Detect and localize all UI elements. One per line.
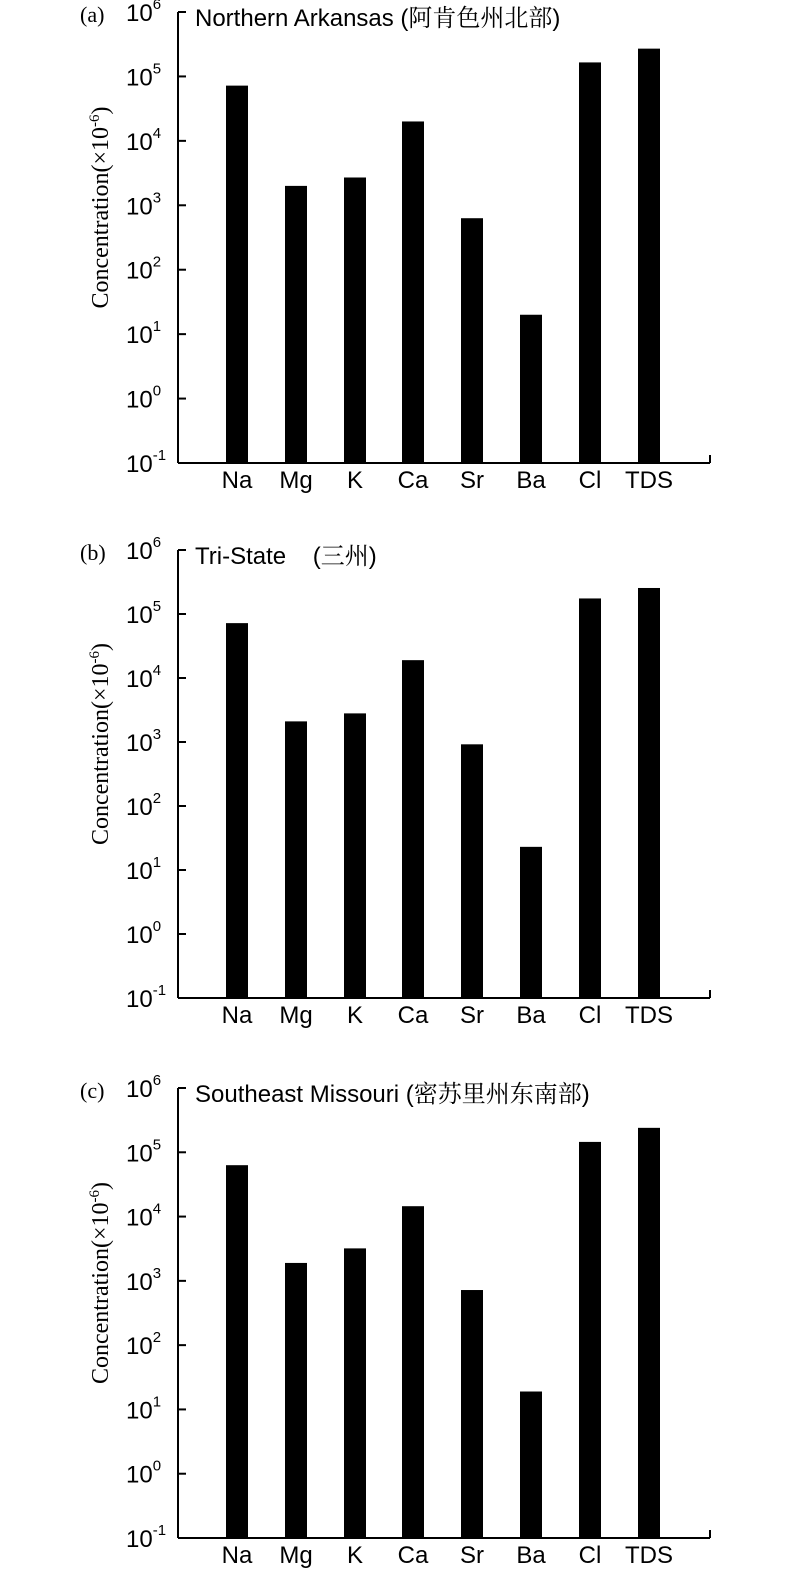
bar-na bbox=[226, 1165, 248, 1538]
bar-na bbox=[226, 86, 248, 463]
chart-panel-c bbox=[80, 1072, 710, 1569]
y-tick-label: 106 bbox=[126, 534, 162, 565]
bar-k bbox=[344, 1248, 366, 1538]
y-tick-label: 106 bbox=[126, 0, 162, 27]
x-tick-label: Sr bbox=[460, 1002, 484, 1029]
bar-ca bbox=[402, 660, 424, 998]
bar-cl bbox=[579, 1142, 601, 1538]
x-tick-label: Ca bbox=[397, 1542, 429, 1569]
bar-sr bbox=[461, 744, 483, 998]
bar-k bbox=[344, 177, 366, 463]
y-tick-label: 102 bbox=[126, 790, 162, 821]
bar-cl bbox=[579, 62, 601, 463]
y-tick-label: 10-1 bbox=[126, 447, 167, 478]
bar-k bbox=[344, 713, 366, 998]
y-tick-label: 104 bbox=[126, 662, 162, 693]
chart-title: Southeast Missouri (密苏里州东南部) bbox=[195, 1081, 590, 1108]
y-tick-label: 100 bbox=[126, 1457, 162, 1489]
chart-title: Tri-State (三州) bbox=[195, 543, 377, 570]
x-tick-label: Mg bbox=[279, 467, 313, 494]
y-tick-label: 103 bbox=[126, 1264, 162, 1296]
y-tick-label: 103 bbox=[126, 189, 162, 221]
chart-panel-a bbox=[80, 0, 710, 494]
x-tick-label: Mg bbox=[279, 1002, 313, 1029]
x-tick-label: K bbox=[346, 467, 364, 494]
panel-label: (b) bbox=[80, 540, 106, 565]
x-tick-label: Sr bbox=[460, 467, 484, 494]
y-tick-label: 105 bbox=[126, 60, 162, 92]
x-tick-label: Ba bbox=[516, 1542, 546, 1569]
bar-ba bbox=[520, 1392, 542, 1538]
x-tick-label: TDS bbox=[625, 1542, 673, 1569]
x-tick-label: Cl bbox=[578, 1542, 602, 1569]
y-axis-label: $Concentration(\times 10^{-6})$ bbox=[87, 106, 114, 309]
bar-cl bbox=[579, 598, 601, 998]
chart-panel-b bbox=[80, 534, 710, 1029]
x-tick-label: Cl bbox=[578, 467, 602, 494]
y-axis-label: $Concentration(\times 10^{-6})$ bbox=[87, 643, 114, 845]
y-tick-label: 10-1 bbox=[126, 982, 167, 1013]
y-tick-label: 106 bbox=[126, 1072, 162, 1103]
x-tick-label: Na bbox=[221, 1002, 253, 1029]
x-tick-label: Mg bbox=[279, 1542, 313, 1569]
bar-mg bbox=[285, 1263, 307, 1538]
panel-label: (c) bbox=[80, 1078, 105, 1103]
y-tick-label: 10-1 bbox=[126, 1522, 167, 1553]
bar-tds bbox=[638, 49, 660, 463]
bar-na bbox=[226, 623, 248, 998]
bar-ca bbox=[402, 1206, 424, 1538]
y-tick-label: 102 bbox=[126, 253, 162, 285]
y-tick-label: 103 bbox=[126, 726, 162, 757]
y-tick-label: 100 bbox=[126, 918, 162, 949]
x-tick-label: Cl bbox=[578, 1002, 602, 1029]
bar-tds bbox=[638, 588, 660, 998]
y-tick-label: 100 bbox=[126, 382, 162, 414]
chart-title: Northern Arkansas (阿肯色州北部) bbox=[195, 5, 561, 32]
x-tick-label: Ca bbox=[397, 467, 429, 494]
y-tick-label: 101 bbox=[126, 854, 162, 885]
x-tick-label: Ba bbox=[516, 467, 546, 494]
y-tick-label: 104 bbox=[126, 1200, 162, 1232]
y-tick-label: 105 bbox=[126, 1136, 162, 1168]
bar-mg bbox=[285, 721, 307, 998]
y-tick-label: 101 bbox=[126, 1393, 162, 1425]
x-tick-label: Na bbox=[221, 467, 253, 494]
bar-ba bbox=[520, 315, 542, 463]
y-tick-label: 105 bbox=[126, 598, 162, 629]
panel-label: (a) bbox=[80, 2, 105, 27]
bar-mg bbox=[285, 186, 307, 463]
x-tick-label: TDS bbox=[625, 467, 673, 494]
y-tick-label: 102 bbox=[126, 1329, 162, 1361]
x-tick-label: Ba bbox=[516, 1002, 546, 1029]
x-tick-label: Sr bbox=[460, 1542, 484, 1569]
bar-ca bbox=[402, 121, 424, 463]
bar-tds bbox=[638, 1128, 660, 1538]
y-tick-label: 101 bbox=[126, 318, 162, 350]
x-tick-label: Na bbox=[221, 1542, 253, 1569]
x-tick-label: K bbox=[346, 1002, 364, 1029]
x-tick-label: TDS bbox=[625, 1002, 673, 1029]
bar-sr bbox=[461, 1290, 483, 1538]
y-axis-label: $Concentration(\times 10^{-6})$ bbox=[87, 1182, 114, 1384]
bar-sr bbox=[461, 218, 483, 463]
x-tick-label: K bbox=[346, 1542, 364, 1569]
x-tick-label: Ca bbox=[397, 1002, 429, 1029]
y-tick-label: 104 bbox=[126, 124, 162, 156]
bar-ba bbox=[520, 847, 542, 998]
